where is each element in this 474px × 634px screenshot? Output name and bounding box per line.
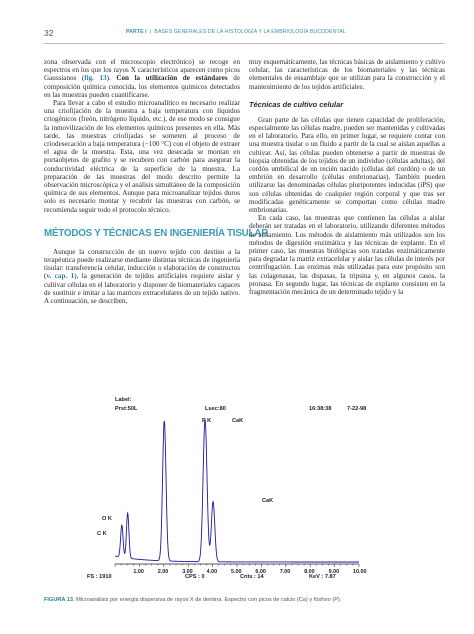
figure-13-spectrum (57, 392, 437, 592)
caption-text: Microanálisis por energía dispersiva de rayos X de dentina. Espectro con picos de calcio (Ca) y fósforo (P). (74, 597, 342, 603)
spectrum-time: 16:38:38 (309, 406, 332, 412)
running-head-separator: | (149, 29, 152, 35)
spectrum-kev: KeV : 7.87 (309, 574, 336, 580)
spectrum-prst: Prst:50L (115, 406, 138, 412)
peak-label-ca-k: CaK (232, 418, 244, 424)
x-tick-label: 5.00 (231, 569, 242, 575)
figure-caption (44, 597, 464, 603)
peak-label-p-k: P K (202, 418, 212, 424)
x-tick-label: 7.00 (279, 569, 291, 575)
text-run: de composición química conocida, los elementos químicos detectados en las muestras pueden cuantificarse. (44, 74, 240, 99)
peak-label-c-k: C K (97, 531, 107, 537)
chapter-title: BASES GENERALES DE LA HISTOLOGÍA Y LA EMBRIOLOGÍA BUCODENTAL (154, 29, 346, 35)
running-head (44, 28, 444, 42)
figure-number: FIGURA 13. (44, 597, 75, 603)
edx-spectrum-plot (57, 392, 437, 592)
peak-label-o-k: O K (102, 516, 112, 522)
figure-reference-link[interactable]: fig. 13 (84, 74, 107, 83)
text-run: ), la generación de tejidos artificiales requiere aislar y cultivar células en el laboratorio y disponer de biomateriales capaces de sustituir e imitar a las matrices extracelulares de un tejido nativo. A continuación, se describen, (44, 272, 240, 306)
x-tick-label: 8.00 (304, 569, 315, 575)
chapter-reference-link[interactable]: v. cap. 1 (46, 272, 75, 281)
spectrum-cnts: Cnts : 14 (240, 574, 264, 580)
paragraph (44, 58, 240, 99)
right-column (249, 58, 445, 296)
header-rule (44, 43, 444, 44)
spectrum-cps: CPS : 0 (185, 574, 205, 580)
section-heading: MÉTODOS Y TÉCNICAS EN INGENIERÍA TISULAR (44, 227, 269, 239)
peak-label-ca-k-minor: CaK (262, 498, 274, 504)
spectrum-date: 7-22-98 (347, 406, 367, 412)
x-tick-label: 4.00 (206, 569, 218, 575)
page-number: 32 (44, 28, 54, 38)
x-tick-label: 10.00 (353, 569, 367, 575)
text-run: ). (106, 74, 117, 83)
text-run: Aunque la construcción de un nuevo tejido con destino a la terapéutica puede realizarse mediante distintas técnicas de ingeniería tisular: transferencia celular, inducción o elaboración de constructos ( (44, 247, 240, 281)
x-tick-label: 9.00 (328, 569, 340, 575)
part-label: PARTE I (126, 29, 147, 35)
paragraph: Para llevar a cabo el estudio microanalítico es necesario realizar una criofijación de la muestra a baja temperatura con líquidos criogénicos (freón, nitrógeno líquido, etc.), de ese modo se consigue la inmovilización de los elementos químicos presentes en ella. Más tarde, las muestras criofijadas se someten al proceso de criodesecación a baja temperatura (−100 °C) con el objeto de extraer el agua de la muestra. Esta, una vez desecada se montan en portaobjetos de grafito y se recubren con carbón para asegurar la conductividad eléctrica de la superficie de la muestra. La preparación de las muestras del modo descrito permite la observación microscópica y el análisis simultáneo de la composición química de sus elementos. Aunque para microanalizar tejidos duros solo es necesario montar y recubrir las muestras con carbón, se recomienda seguir todo el protocolo técnico. (44, 99, 240, 214)
text-run: zona observada con el microscopio electrónico) se recoge en espectros en los que los rayos X característicos aparecen como picos Gaussianos ( (44, 58, 240, 83)
x-tick-label: 1.00 (133, 569, 144, 575)
subsection-heading: Técnicas de cultivo celular (249, 99, 344, 109)
x-tick-label: 6.00 (255, 569, 266, 575)
paragraph (44, 248, 240, 305)
left-column (44, 58, 269, 306)
spectrum-lsec: Lsec:80 (205, 406, 226, 412)
spectrum-label-field: Label: (115, 397, 132, 403)
paragraph: En cada caso, las muestras que contienen las células a aislar deberán ser tratadas en el laboratorio, utilizando diferentes métodos de aislamiento. Los métodos de aislamiento más utilizados son los métodos de digestión enzimática y las técnicas de explante. En el primer caso, las muestras biológicas son tratadas enzimáticamente para degradar la matriz extracelular y aislar las células de interés por centrifugación. Las enzimas más utilizadas para este propósito son las colagenasas, las dispasas, la tripsina y, en algunos casos, la pronasa. En segundo lugar, las técnicas de explante consisten en la fragmentación mecánica de un determinado tejido y la (249, 214, 445, 297)
x-tick-label: 3.00 (182, 569, 193, 575)
x-tick-label: 2.00 (157, 569, 169, 575)
spectrum-fs: FS : 1910 (87, 574, 112, 580)
text-run-bold: Con la utilización de estándares (116, 74, 228, 83)
paragraph: muy esquemáticamente, las técnicas básicas de aislamiento y cultivo celular, las características de los biomateriales y las técnicas elementales de ensamblaje que se utilizan para la construcción y el mantenimiento de los tejidos artificiales. (249, 58, 445, 91)
spectrum-trace (115, 420, 359, 562)
paragraph: Gran parte de las células que tienen capacidad de proliferación, especialmente las células madre, pueden ser mantenidas y cultivadas en el laboratorio. Para ello, en primer lugar, se requiere contar con una muestra tisular o un fluido a partir de la cual se aíslan aquellas a cultivar. Así, las células pueden obtenerse a partir de muestras de biopsia obtenidas de los tejidos de un individuo (células adultas), del cordón umbilical de un recién nacido (células del cordón) o de un embrión en desarrollo (células embrionarias). También pueden utilizarse las denominadas células pluripotentes inducidas (iPS) que son células obtenidas de cualquier región corporal y que tras ser modificadas genéticamente se comportan como células madre embrionarias. (249, 115, 445, 215)
running-head-title (126, 29, 346, 35)
